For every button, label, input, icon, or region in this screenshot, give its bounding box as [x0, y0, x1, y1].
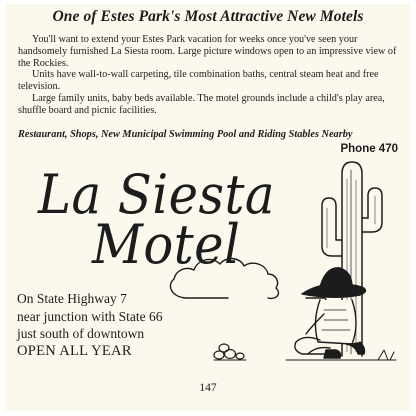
advertisement-page — [6, 4, 410, 411]
motel-name-line1: La Siesta — [38, 163, 275, 226]
sleeping-man-icon — [286, 268, 396, 360]
intro-paragraph: You'll want to extend your Estes Park vacation for weeks once you've seen your handsomely furnished La Siesta room. Large picture windows open to an impressive view of the Rockies. — [18, 34, 397, 69]
intro-paragraph: Units have wall-to-wall carpeting, tile combination baths, central steam heat and free television. — [18, 69, 379, 93]
location-line: On State Highway 7 — [17, 291, 127, 306]
rocks-icon — [214, 344, 246, 360]
page-number: 147 — [199, 382, 217, 394]
amenities-line: Restaurant, Shops, New Municipal Swimming Pool and Riding Stables Nearby — [18, 129, 353, 140]
desert-illustration — [6, 4, 410, 411]
motel-name-line2: Motel — [92, 213, 241, 276]
cloud-icon — [170, 259, 324, 299]
headline: One of Estes Park's Most Attractive New Motels — [52, 8, 364, 25]
location-line: near junction with State 66 — [17, 308, 163, 324]
location-line: just south of downtown — [17, 326, 145, 341]
open-all-year: OPEN ALL YEAR — [17, 343, 132, 359]
phone-number: Phone 470 — [340, 143, 398, 155]
intro-paragraph: Large family units, baby beds available. The motel grounds include a child's play area, shuffle board and picnic facilities. — [18, 92, 385, 116]
